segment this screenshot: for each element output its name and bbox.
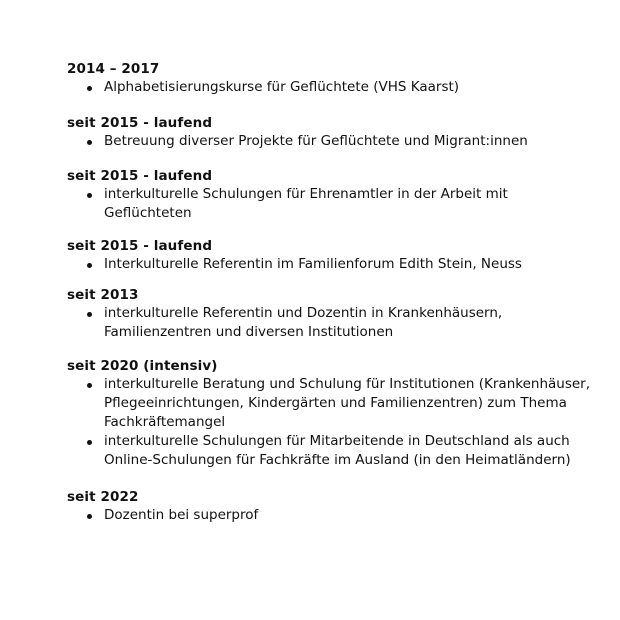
entry-items bbox=[67, 255, 597, 274]
entry-items bbox=[67, 304, 597, 342]
experience-entry bbox=[67, 357, 597, 470]
entry-item: Alphabetisierungskurse für Geflüchtete (VHS Kaarst) bbox=[104, 78, 597, 97]
entry-item: interkulturelle Beratung und Schulung für Institutionen (Krankenhäuser, Pflegeeinrichtungen, Kindergärten und Familienzentren) zum Thema Fachkräftemangel bbox=[104, 375, 597, 432]
entry-period: seit 2020 (intensiv) bbox=[67, 358, 218, 374]
entry-items bbox=[67, 78, 597, 97]
entry-items bbox=[67, 506, 597, 525]
entry-item: Dozentin bei superprof bbox=[104, 506, 597, 525]
experience-entry bbox=[67, 237, 597, 274]
experience-entry bbox=[67, 114, 597, 151]
entry-items bbox=[67, 375, 597, 470]
entry-period: seit 2015 - laufend bbox=[67, 238, 213, 254]
entry-item: Interkulturelle Referentin im Familienforum Edith Stein, Neuss bbox=[104, 255, 597, 274]
entry-item: Betreuung diverser Projekte für Geflüchtete und Migrant:innen bbox=[104, 132, 597, 151]
experience-entry bbox=[67, 60, 597, 97]
entry-period: seit 2013 bbox=[67, 287, 139, 303]
entry-period: seit 2015 - laufend bbox=[67, 115, 213, 131]
entry-period: seit 2015 - laufend bbox=[67, 168, 213, 184]
entry-items bbox=[67, 185, 597, 223]
entry-item: interkulturelle Schulungen für Ehrenamtler in der Arbeit mit Geflüchteten bbox=[104, 185, 597, 223]
experience-entry bbox=[67, 167, 597, 223]
entry-item: interkulturelle Referentin und Dozentin in Krankenhäusern, Familienzentren und diversen Institutionen bbox=[104, 304, 597, 342]
entry-item: interkulturelle Schulungen für Mitarbeitende in Deutschland als auch Online-Schulungen für Fachkräfte im Ausland (in den Heimatländern) bbox=[104, 432, 597, 470]
experience-list bbox=[67, 60, 597, 525]
entry-period: 2014 – 2017 bbox=[67, 61, 160, 77]
experience-entry bbox=[67, 488, 597, 525]
experience-entry bbox=[67, 286, 597, 342]
entry-period: seit 2022 bbox=[67, 489, 139, 505]
entry-items bbox=[67, 132, 597, 151]
